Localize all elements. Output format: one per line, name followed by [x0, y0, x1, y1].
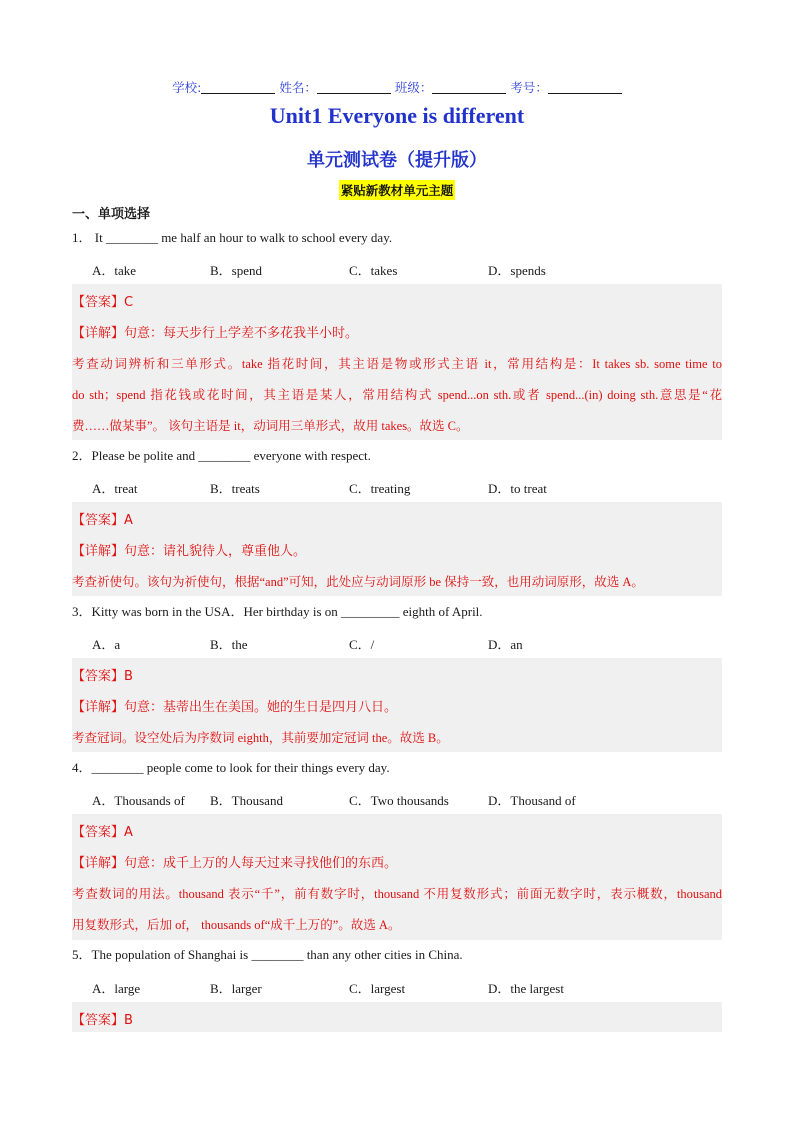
school-label: 学校: — [172, 80, 202, 95]
answer-label: 【答案】B — [72, 669, 133, 684]
question-1-options — [92, 260, 722, 278]
option-a: A．large — [92, 981, 141, 996]
option-b: B．Thousand — [210, 793, 283, 808]
option-a: A．treat — [92, 481, 138, 496]
answer-label: 【答案】A — [72, 825, 133, 840]
subtitle-wrap — [72, 180, 722, 200]
question-4-options — [92, 790, 722, 808]
class-blank — [432, 81, 506, 94]
detail-line: 【详解】句意：成千上万的人每天过来寻找他们的东西。 — [72, 856, 398, 871]
question-1-stem: 1． It ________ me half an hour to walk to school every day. — [72, 230, 393, 245]
detail-line: 【详解】句意：请礼貌待人，尊重他人。 — [72, 544, 307, 559]
school-blank — [201, 81, 275, 94]
student-info-row — [72, 78, 722, 96]
option-c: C．takes — [349, 263, 398, 278]
name-label: 姓名： — [279, 80, 317, 95]
explanation-line: 考查动词辨析和三单形式。take 指花时间，其主语是物或形式主语 it，常用结构是：It takes sb. some time to — [72, 357, 722, 371]
option-d: D．Thousand of — [488, 793, 576, 808]
question-3-options — [92, 634, 722, 652]
question-2-options — [92, 478, 722, 496]
title-english: Unit1 Everyone is different — [269, 103, 525, 128]
exam-no-label: 考号： — [510, 80, 548, 95]
option-a: A．Thousands of — [92, 793, 185, 808]
name-blank — [317, 81, 391, 94]
option-c: C．treating — [349, 481, 411, 496]
option-c: C．/ — [349, 637, 375, 652]
title-chinese: 单元测试卷（提升版） — [307, 150, 487, 171]
section-title: 一、单项选择 — [72, 207, 151, 222]
option-b: B．treats — [210, 481, 260, 496]
class-label: 班级： — [394, 80, 433, 95]
explanation-line: 考查数词的用法。thousand 表示“千”，前有数字时，thousand 不用复数形式；前面无数字时，表示概数，thousand — [72, 887, 722, 901]
exam-no-blank — [548, 81, 622, 94]
option-d: D．to treat — [488, 481, 547, 496]
answer-box-2 — [72, 502, 722, 596]
option-a: A．a — [92, 637, 121, 652]
answer-box-5 — [72, 1002, 722, 1032]
option-b: B．larger — [210, 981, 262, 996]
explanation-line: 考查祈使句。该句为祈使句，根据“and”可知，此处应与动词原形 be 保持一致，也用动词原形，故选 A。 — [72, 575, 644, 589]
option-b: B．spend — [210, 263, 263, 278]
question-2-stem: 2．Please be polite and ________ everyone with respect. — [72, 448, 371, 463]
option-b: B．the — [210, 637, 248, 652]
answer-label: 【答案】B — [72, 1013, 133, 1028]
answer-box-4 — [72, 814, 722, 940]
explanation-line: 费……做某事”。 该句主语是 it，动词用三单形式，故用 takes。故选 C。 — [72, 419, 469, 433]
answer-box-3 — [72, 658, 722, 752]
detail-line: 【详解】句意：基蒂出生在美国。她的生日是四月八日。 — [72, 700, 398, 715]
question-5-options — [92, 978, 722, 996]
option-a: A．take — [92, 263, 137, 278]
option-d: D．the largest — [488, 981, 564, 996]
answer-label: 【答案】A — [72, 513, 133, 528]
option-d: D．spends — [488, 263, 546, 278]
question-3-stem: 3．Kitty was born in the USA．Her birthday is on _________ eighth of April. — [72, 604, 483, 619]
option-c: C．largest — [349, 981, 406, 996]
explanation-line: do sth；spend 指花钱或花时间，其主语是某人，常用结构式 spend...on sth.或者 spend...(in) doing sth.意思是“花 — [72, 388, 722, 402]
answer-label: 【答案】C — [72, 295, 134, 310]
question-4-stem: 4．________ people come to look for their things every day. — [72, 760, 390, 775]
option-d: D．an — [488, 637, 523, 652]
subtitle-highlight: 紧贴新教材单元主题 — [339, 180, 456, 200]
detail-line: 【详解】句意：每天步行上学差不多花我半小时。 — [72, 326, 359, 341]
question-5-stem: 5．The population of Shanghai is ________ than any other cities in China. — [72, 947, 463, 962]
answer-box-1 — [72, 284, 722, 440]
option-c: C．Two thousands — [349, 793, 449, 808]
explanation-line: 考查冠词。设空处后为序数词 eighth，其前要加定冠词 the。故选 B。 — [72, 731, 449, 745]
explanation-line: 用复数形式，后加 of， thousands of“成千上万的”。故选 A。 — [72, 918, 401, 932]
